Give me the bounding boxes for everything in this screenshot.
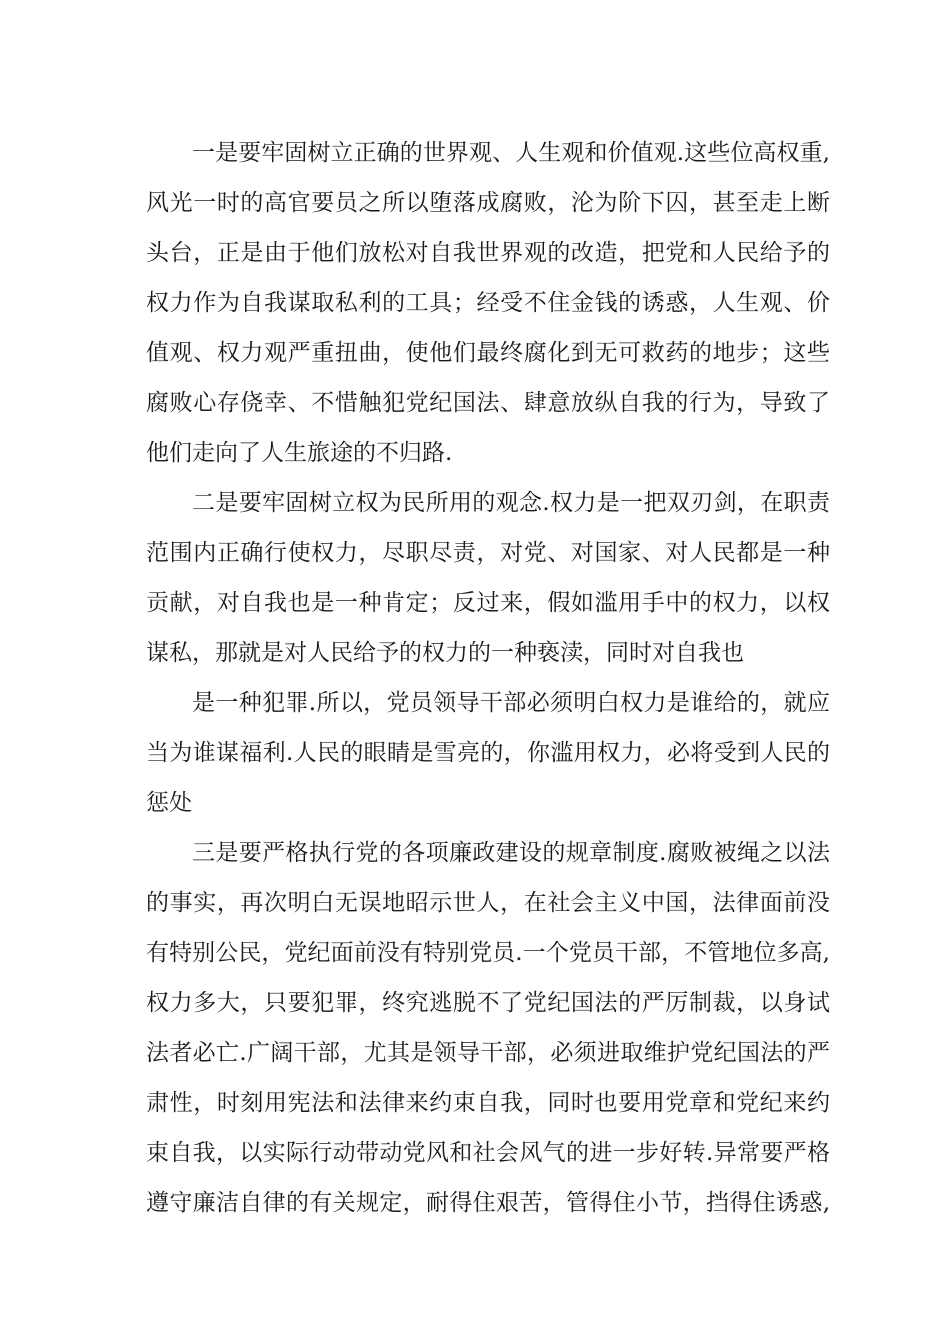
text-line: 谋私，那就是对人民给予的权力的一种亵渎，同时对自我也 <box>146 640 744 666</box>
text-line: 遵守廉洁自律的有关规定，耐得住艰苦，管得住小节，挡得住诱惑, <box>146 1190 830 1216</box>
text-line: 风光一时的高官要员之所以堕落成腐败，沦为阶下囚，甚至走上断 <box>146 190 830 216</box>
text-line: 法者必亡.广阔干部，尤其是领导干部，必须进取维护党纪国法的严 <box>146 1040 830 1066</box>
text-line: 他们走向了人生旅途的不归路. <box>146 440 453 466</box>
text-line: 束自我，以实际行动带动党风和社会风气的进一步好转.异常要严格 <box>146 1140 830 1166</box>
text-line: 三是要严格执行党的各项廉政建设的规章制度.腐败被绳之以法 <box>192 840 830 866</box>
text-line: 头台，正是由于他们放松对自我世界观的改造，把党和人民给予的 <box>146 240 830 266</box>
text-line: 当为谁谋福利.人民的眼睛是雪亮的，你滥用权力，必将受到人民的 <box>146 740 830 766</box>
text-line: 惩处 <box>146 790 192 816</box>
text-line: 肃性，时刻用宪法和法律来约束自我，同时也要用党章和党纪来约 <box>146 1090 830 1116</box>
text-line: 腐败心存侥幸、不惜触犯党纪国法、肆意放纵自我的行为，导致了 <box>146 390 830 416</box>
text-line: 的事实，再次明白无误地昭示世人，在社会主义中国，法律面前没 <box>146 890 830 916</box>
text-line: 二是要牢固树立权为民所用的观念.权力是一把双刃剑，在职责 <box>192 490 830 516</box>
text-line: 权力多大，只要犯罪，终究逃脱不了党纪国法的严厉制裁，以身试 <box>146 990 830 1016</box>
document-body <box>146 128 830 1228</box>
text-line: 是一种犯罪.所以，党员领导干部必须明白权力是谁给的，就应 <box>192 690 830 716</box>
text-line: 有特别公民，党纪面前没有特别党员.一个党员干部，不管地位多高, <box>146 940 830 966</box>
text-line: 权力作为自我谋取私利的工具；经受不住金钱的诱惑，人生观、价 <box>146 290 830 316</box>
text-line: 值观、权力观严重扭曲，使他们最终腐化到无可救药的地步；这些 <box>146 340 830 366</box>
text-line: 范围内正确行使权力，尽职尽责，对党、对国家、对人民都是一种 <box>146 540 830 566</box>
text-line: 贡献，对自我也是一种肯定；反过来，假如滥用手中的权力，以权 <box>146 590 830 616</box>
text-line: 一是要牢固树立正确的世界观、人生观和价值观.这些位高权重, <box>192 140 830 166</box>
